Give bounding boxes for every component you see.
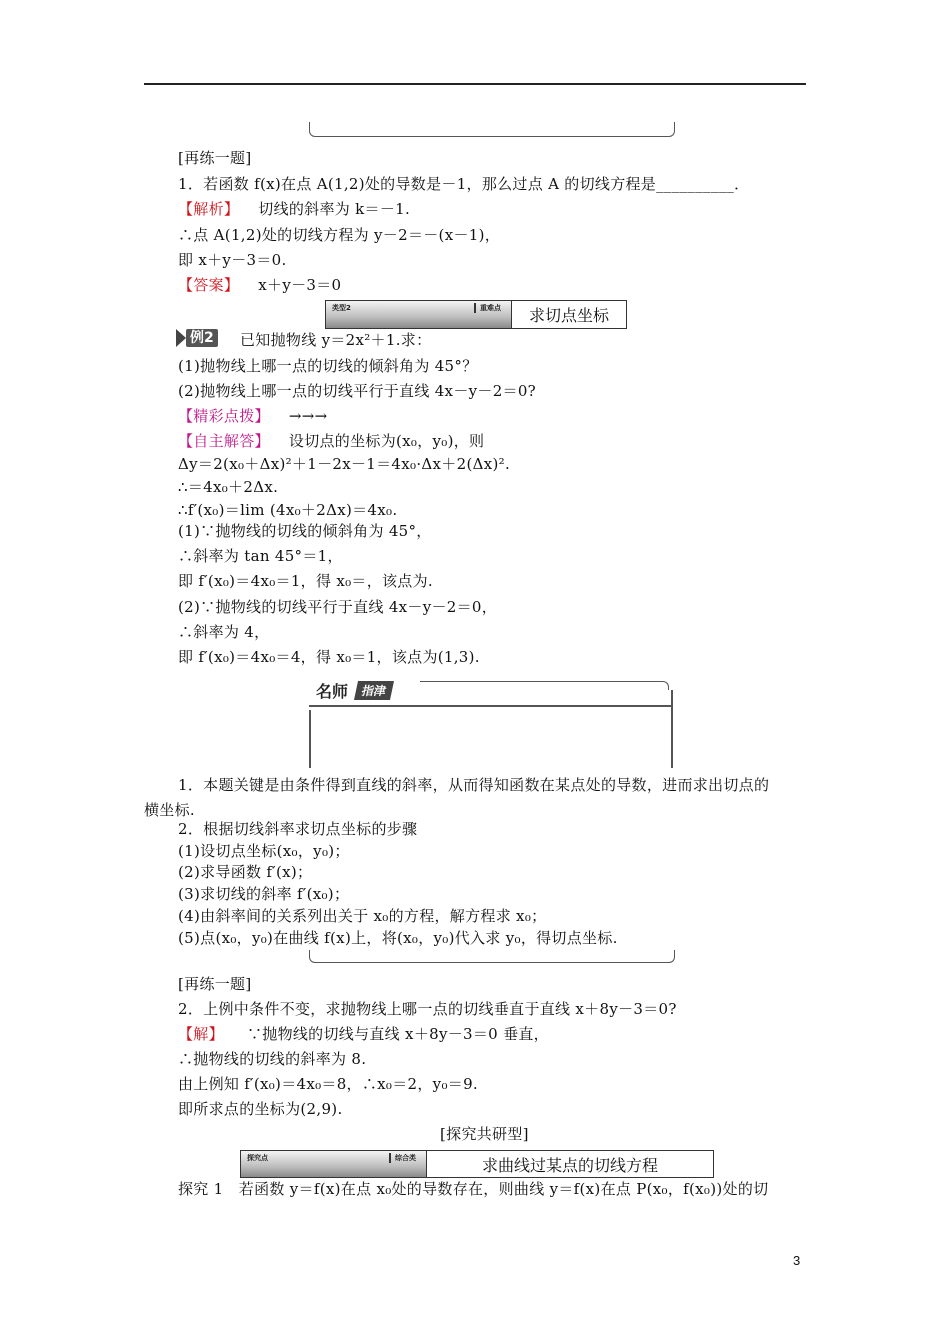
teacher-box-heading bbox=[312, 678, 420, 702]
practice-header: [再练一题] bbox=[178, 975, 252, 993]
solution-line: ∴抛物线的切线的斜率为 8. bbox=[178, 1050, 367, 1068]
solution-line: ∴f′(x₀)＝lim (4x₀＋2Δx)＝4x₀. bbox=[178, 501, 398, 519]
solution-line: 即所求点的坐标为(2,9). bbox=[178, 1100, 343, 1118]
type-banner bbox=[325, 300, 627, 329]
teacher-title-a: 名师 bbox=[316, 682, 349, 701]
answer-text: x＋y－3＝0 bbox=[258, 276, 342, 294]
explore-text: 探究 1 若函数 y＝f(x)在点 x₀处的导数存在，则曲线 y＝f(x)在点 P(x₀，f(x₀))处的切 bbox=[178, 1180, 769, 1198]
solution-line: (1)∵抛物线的切线的倾斜角为 45°， bbox=[178, 522, 432, 540]
banner-right-label: 综合类 bbox=[395, 1154, 416, 1162]
solve-text: 设切点的坐标为(x₀，y₀)，则 bbox=[288, 432, 485, 450]
teacher-step: (2)求导函数 f′(x)； bbox=[178, 863, 313, 881]
example-q1: (1)抛物线上哪一点的切线的倾斜角为 45°？ bbox=[178, 357, 478, 375]
hint-line bbox=[178, 407, 328, 425]
answer-line bbox=[178, 276, 341, 294]
banner-ribbon bbox=[326, 301, 512, 328]
practice-question: 2．上例中条件不变，求抛物线上哪一点的切线垂直于直线 x＋8y－3＝0? bbox=[178, 1000, 677, 1018]
solution-line: ∴斜率为 tan 45°＝1， bbox=[178, 547, 343, 565]
teacher-box-left-border bbox=[309, 710, 311, 768]
solution-line: 由上例知 f′(x₀)＝4x₀＝8，∴x₀＝2，y₀＝9. bbox=[178, 1075, 478, 1093]
analysis-tag: 【解析】 bbox=[178, 200, 240, 218]
analysis-text: 切线的斜率为 k＝－1. bbox=[258, 200, 411, 218]
practice-question: 1．若函数 f(x)在点 A(1,2)处的导数是－1，那么过点 A 的切线方程是__________． bbox=[178, 175, 750, 193]
solution-line: Δy＝2(x₀＋Δx)²＋1－2x－1＝4x₀·Δx＋2(Δx)². bbox=[178, 455, 511, 473]
example-badge-label: 例2 bbox=[186, 329, 218, 347]
banner-left-label: 探究点 bbox=[247, 1154, 268, 1162]
header-rule bbox=[144, 83, 806, 85]
example-stem: 已知抛物线 y＝2x²＋1.求： bbox=[240, 331, 432, 349]
analysis-line bbox=[178, 200, 410, 218]
teacher-p2: 2．根据切线斜率求切点坐标的步骤 bbox=[178, 820, 418, 838]
banner-ribbon bbox=[241, 1151, 427, 1177]
section-header: [探究共研型] bbox=[440, 1125, 529, 1143]
banner-divider bbox=[389, 1153, 391, 1163]
box-bottom-bracket bbox=[309, 122, 675, 137]
solve-tag: 【自主解答】 bbox=[178, 432, 270, 450]
explore-banner bbox=[240, 1150, 714, 1178]
solution-line: 即 x＋y－3＝0. bbox=[178, 251, 287, 269]
teacher-box-underline bbox=[309, 705, 673, 707]
answer-tag: 【答案】 bbox=[178, 276, 240, 294]
banner-left-label: 类型2 bbox=[332, 304, 351, 312]
page-number: 3 bbox=[793, 1253, 801, 1268]
teacher-box-right-border bbox=[671, 690, 673, 768]
teacher-step: (3)求切线的斜率 f′(x₀)； bbox=[178, 885, 350, 903]
solution-line: 即 f′(x₀)＝4x₀＝4，得 x₀＝1，该点为(1,3). bbox=[178, 648, 480, 666]
banner-title: 求曲线过某点的切线方程 bbox=[427, 1151, 713, 1177]
hint-text: →→→ bbox=[288, 407, 328, 425]
solution-line: ∴斜率为 4， bbox=[178, 623, 270, 641]
example-badge bbox=[176, 328, 218, 348]
teacher-step: (4)由斜率间的关系列出关于 x₀的方程，解方程求 x₀； bbox=[178, 907, 547, 925]
teacher-p1: 1．本题关键是由条件得到直线的斜率，从而得知函数在某点处的导数，进而求出切点的 bbox=[178, 776, 770, 794]
teacher-step: (1)设切点坐标(x₀，y₀)； bbox=[178, 842, 350, 860]
teacher-box-top-line bbox=[420, 681, 669, 690]
teacher-step: (5)点(x₀，y₀)在曲线 f(x)上，将(x₀，y₀)代入求 y₀，得切点坐标. bbox=[178, 929, 618, 947]
banner-right-label: 重难点 bbox=[480, 304, 501, 312]
example-q2: (2)抛物线上哪一点的切线平行于直线 4x－y－2＝0? bbox=[178, 382, 537, 400]
solution-header-line bbox=[178, 1025, 549, 1043]
solution-text: ∵抛物线的切线与直线 x＋8y－3＝0 垂直， bbox=[246, 1025, 549, 1043]
teacher-title-b: 指津 bbox=[354, 681, 394, 700]
solution-line: ∴＝4x₀＋2Δx. bbox=[178, 478, 279, 496]
teacher-box-bottom bbox=[309, 950, 675, 963]
practice-header: [再练一题] bbox=[178, 149, 252, 167]
teacher-p1-cont: 横坐标. bbox=[144, 801, 195, 819]
arrow-marker-icon bbox=[176, 329, 186, 347]
banner-title: 求切点坐标 bbox=[512, 301, 626, 328]
solution-tag: 【解】 bbox=[178, 1025, 224, 1043]
solution-line: ∴点 A(1,2)处的切线方程为 y－2＝－(x－1)， bbox=[178, 226, 501, 244]
solution-line: 即 f′(x₀)＝4x₀＝1，得 x₀＝，该点为. bbox=[178, 572, 433, 590]
banner-divider bbox=[474, 303, 476, 313]
solve-line bbox=[178, 432, 484, 450]
hint-tag: 【精彩点拨】 bbox=[178, 407, 270, 425]
solution-line: (2)∵抛物线的切线平行于直线 4x－y－2＝0， bbox=[178, 598, 498, 616]
